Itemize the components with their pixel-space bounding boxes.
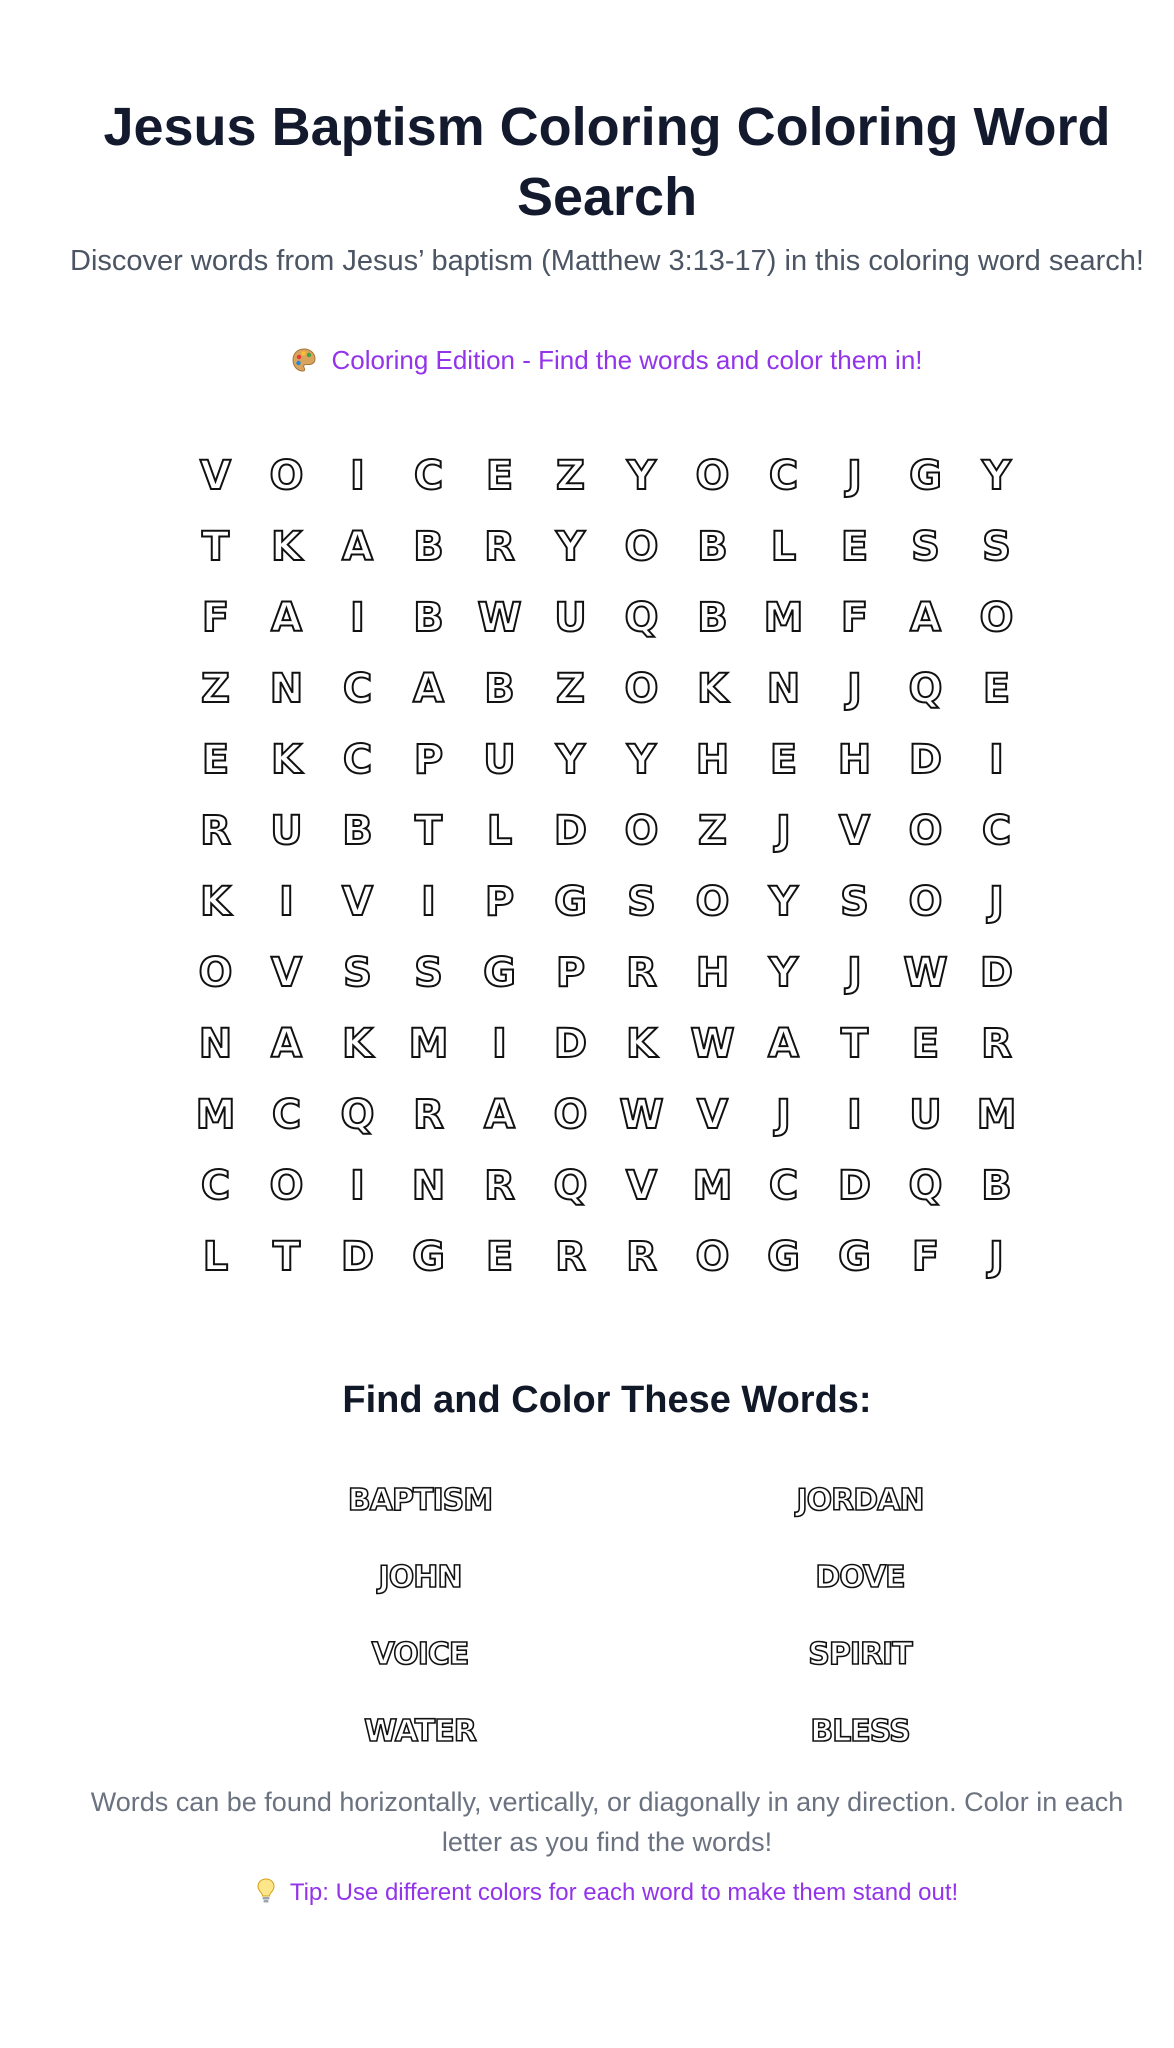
grid-letter[interactable]: H — [695, 736, 730, 783]
grid-letter[interactable]: Z — [200, 665, 230, 712]
grid-letter[interactable]: E — [201, 736, 230, 783]
grid-letter[interactable]: O — [624, 665, 659, 712]
grid-letter[interactable]: E — [840, 523, 869, 570]
grid-letter[interactable]: I — [421, 878, 436, 925]
word-list-item: JORDAN — [796, 1483, 924, 1518]
grid-letter[interactable]: B — [697, 594, 728, 641]
grid-letter[interactable]: U — [554, 594, 587, 641]
grid-letter[interactable]: O — [198, 949, 233, 996]
grid-letter[interactable]: R — [626, 949, 657, 996]
word-list-item: SPIRIT — [808, 1637, 912, 1672]
grid-letter[interactable]: Y — [769, 949, 798, 996]
grid-letter[interactable]: W — [690, 1020, 735, 1067]
grid-letter[interactable]: S — [414, 949, 443, 996]
grid-letter[interactable]: A — [484, 1091, 515, 1138]
grid-letter[interactable]: J — [776, 807, 791, 854]
grid-letter[interactable]: Y — [627, 736, 656, 783]
grid-letter[interactable]: C — [768, 452, 799, 499]
grid-letter[interactable]: N — [269, 665, 304, 712]
grid-letter[interactable]: I — [492, 1020, 507, 1067]
grid-letter[interactable]: G — [838, 1233, 871, 1280]
grid-letter[interactable]: S — [911, 523, 940, 570]
grid-letter[interactable]: I — [279, 878, 294, 925]
grid-letter[interactable]: K — [342, 1020, 373, 1067]
grid-letter[interactable]: P — [484, 878, 515, 925]
grid-letter[interactable]: T — [201, 523, 230, 570]
word-list-item: VOICE — [371, 1637, 469, 1672]
grid-letter[interactable]: V — [342, 878, 373, 925]
grid-letter[interactable]: O — [553, 1091, 588, 1138]
grid-letter[interactable]: G — [767, 1233, 800, 1280]
grid-letter[interactable]: A — [271, 594, 302, 641]
grid-letter[interactable]: O — [908, 807, 943, 854]
grid-letter[interactable]: F — [840, 594, 869, 641]
grid-letter[interactable]: Q — [340, 1091, 375, 1138]
grid-letter[interactable]: A — [768, 1020, 799, 1067]
grid-letter[interactable]: W — [619, 1091, 664, 1138]
grid-letter[interactable]: K — [200, 878, 231, 925]
edition-banner — [60, 342, 1154, 378]
grid-letter[interactable]: I — [847, 1091, 862, 1138]
grid-letter[interactable]: E — [911, 1020, 940, 1067]
grid-letter[interactable]: L — [770, 523, 797, 570]
grid-letter[interactable]: W — [903, 949, 948, 996]
grid-letter[interactable]: H — [837, 736, 872, 783]
grid-letter[interactable]: T — [840, 1020, 869, 1067]
grid-letter[interactable]: Q — [908, 1162, 943, 1209]
grid-letter[interactable]: B — [413, 523, 444, 570]
grid-letter[interactable]: M — [692, 1162, 733, 1209]
grid-letter[interactable]: L — [202, 1233, 229, 1280]
grid-letter[interactable]: N — [411, 1162, 446, 1209]
grid-letter[interactable]: I — [989, 736, 1004, 783]
palette-icon — [291, 347, 317, 373]
grid-letter[interactable]: A — [342, 523, 373, 570]
grid-letter[interactable]: V — [200, 452, 231, 499]
grid-letter[interactable]: A — [271, 1020, 302, 1067]
grid-letter[interactable]: S — [840, 878, 869, 925]
grid-letter[interactable]: Q — [908, 665, 943, 712]
grid-letter[interactable]: G — [483, 949, 516, 996]
grid-letter[interactable]: K — [271, 523, 302, 570]
grid-letter[interactable]: S — [982, 523, 1011, 570]
word-list — [200, 1462, 1080, 1770]
word-list-item: WATER — [364, 1714, 476, 1749]
grid-letter[interactable]: B — [697, 523, 728, 570]
grid-letter[interactable]: D — [908, 736, 943, 783]
grid-letter[interactable]: O — [624, 807, 659, 854]
edition-text: Coloring Edition - Find the words and color them in! — [331, 345, 923, 375]
grid-letter[interactable]: D — [837, 1162, 872, 1209]
grid-letter[interactable]: C — [200, 1162, 231, 1209]
grid-letter[interactable]: E — [485, 452, 514, 499]
grid-letter[interactable]: V — [697, 1091, 728, 1138]
grid-letter[interactable]: Z — [555, 452, 585, 499]
grid-letter[interactable]: S — [627, 878, 656, 925]
grid-letter[interactable]: E — [769, 736, 798, 783]
grid-letter[interactable]: H — [695, 949, 730, 996]
grid-letter[interactable]: Y — [556, 736, 585, 783]
grid-letter[interactable]: V — [626, 1162, 657, 1209]
grid-letter[interactable]: A — [910, 594, 941, 641]
word-list-title: Find and Color These Words: — [342, 1379, 872, 1421]
grid-letter[interactable]: O — [695, 878, 730, 925]
grid-letter[interactable]: U — [483, 736, 516, 783]
grid-letter[interactable]: N — [198, 1020, 233, 1067]
grid-letter[interactable]: Q — [624, 594, 659, 641]
word-list-item: BLESS — [810, 1714, 910, 1749]
grid-letter[interactable]: R — [484, 523, 515, 570]
grid-letter[interactable]: R — [626, 1233, 657, 1280]
grid-letter[interactable]: C — [413, 452, 444, 499]
grid-letter[interactable]: L — [486, 807, 513, 854]
grid-letter[interactable]: K — [697, 665, 728, 712]
grid-letter[interactable]: K — [271, 736, 302, 783]
grid-letter[interactable]: C — [981, 807, 1012, 854]
grid-letter[interactable]: B — [413, 594, 444, 641]
grid-letter[interactable]: C — [768, 1162, 799, 1209]
tip-banner — [60, 1876, 1154, 1910]
grid-letter[interactable]: Z — [555, 665, 585, 712]
grid-letter[interactable]: K — [626, 1020, 657, 1067]
page-subtitle: Discover words from Jesus’ baptism (Matthew 3:13-17) in this coloring word search! — [70, 245, 1144, 277]
grid-letter[interactable]: Y — [556, 523, 585, 570]
grid-letter[interactable]: Z — [697, 807, 727, 854]
grid-letter[interactable]: O — [908, 878, 943, 925]
grid-letter[interactable]: O — [695, 452, 730, 499]
grid-letter[interactable]: I — [350, 452, 365, 499]
grid-letter[interactable]: D — [553, 807, 588, 854]
grid-letter[interactable]: J — [847, 452, 862, 499]
grid-letter[interactable]: J — [989, 878, 1004, 925]
grid-letter[interactable]: F — [911, 1233, 940, 1280]
grid-letter[interactable]: U — [270, 807, 303, 854]
grid-letter[interactable]: N — [766, 665, 801, 712]
grid-letter[interactable]: T — [272, 1233, 301, 1280]
grid-letter[interactable]: A — [413, 665, 444, 712]
grid-letter[interactable]: P — [555, 949, 586, 996]
grid-letter[interactable]: B — [342, 807, 373, 854]
grid-letter[interactable]: O — [695, 1233, 730, 1280]
letter-grid — [180, 440, 1032, 1292]
word-list-item: JOHN — [378, 1560, 462, 1595]
grid-letter[interactable]: R — [555, 1233, 586, 1280]
grid-letter[interactable]: J — [776, 1091, 791, 1138]
grid-letter[interactable]: D — [553, 1020, 588, 1067]
grid-letter[interactable]: M — [195, 1091, 236, 1138]
grid-letter[interactable]: S — [343, 949, 372, 996]
grid-letter[interactable]: G — [412, 1233, 445, 1280]
grid-letter[interactable]: O — [979, 594, 1014, 641]
grid-letter[interactable]: O — [624, 523, 659, 570]
grid-letter[interactable]: C — [342, 736, 373, 783]
grid-letter[interactable]: F — [201, 594, 230, 641]
grid-letter[interactable]: I — [350, 1162, 365, 1209]
grid-letter[interactable]: Y — [627, 452, 656, 499]
word-list-item: BAPTISM — [347, 1483, 493, 1518]
grid-letter[interactable]: E — [485, 1233, 514, 1280]
grid-letter[interactable]: G — [909, 452, 942, 499]
lightbulb-icon — [256, 1878, 276, 1904]
instructions-text: Words can be found horizontally, vertically, or diagonally in any direction. Color in each letter as you find the words! — [90, 1787, 1124, 1857]
word-list-item: DOVE — [815, 1560, 905, 1595]
grid-letter[interactable]: J — [847, 665, 862, 712]
grid-letter[interactable]: I — [350, 594, 365, 641]
grid-letter[interactable]: J — [847, 949, 862, 996]
grid-letter[interactable]: Y — [769, 878, 798, 925]
grid-letter[interactable]: M — [408, 1020, 449, 1067]
grid-letter[interactable]: O — [269, 452, 304, 499]
grid-letter[interactable]: C — [342, 665, 373, 712]
grid-letter[interactable]: E — [982, 665, 1011, 712]
grid-letter[interactable]: R — [484, 1162, 515, 1209]
grid-letter[interactable]: B — [981, 1162, 1012, 1209]
grid-letter[interactable]: C — [271, 1091, 302, 1138]
grid-letter[interactable]: M — [763, 594, 804, 641]
grid-letter[interactable]: M — [976, 1091, 1017, 1138]
grid-letter[interactable]: R — [981, 1020, 1012, 1067]
grid-letter[interactable]: J — [989, 1233, 1004, 1280]
grid-letter[interactable]: U — [909, 1091, 942, 1138]
grid-letter[interactable]: G — [554, 878, 587, 925]
grid-letter[interactable]: B — [484, 665, 515, 712]
grid-letter[interactable]: D — [340, 1233, 375, 1280]
grid-letter[interactable]: V — [271, 949, 302, 996]
grid-letter[interactable]: W — [477, 594, 522, 641]
grid-letter[interactable]: P — [413, 736, 444, 783]
page-title: Jesus Baptism Coloring Coloring Word Search — [103, 97, 1111, 227]
grid-letter[interactable]: D — [979, 949, 1014, 996]
grid-letter[interactable]: Y — [982, 452, 1011, 499]
tip-text: Tip: Use different colors for each word to make them stand out! — [289, 1879, 959, 1906]
grid-letter[interactable]: R — [200, 807, 231, 854]
grid-letter[interactable]: T — [414, 807, 443, 854]
grid-letter[interactable]: R — [413, 1091, 444, 1138]
grid-letter[interactable]: V — [839, 807, 870, 854]
grid-letter[interactable]: O — [269, 1162, 304, 1209]
grid-letter[interactable]: Q — [553, 1162, 588, 1209]
